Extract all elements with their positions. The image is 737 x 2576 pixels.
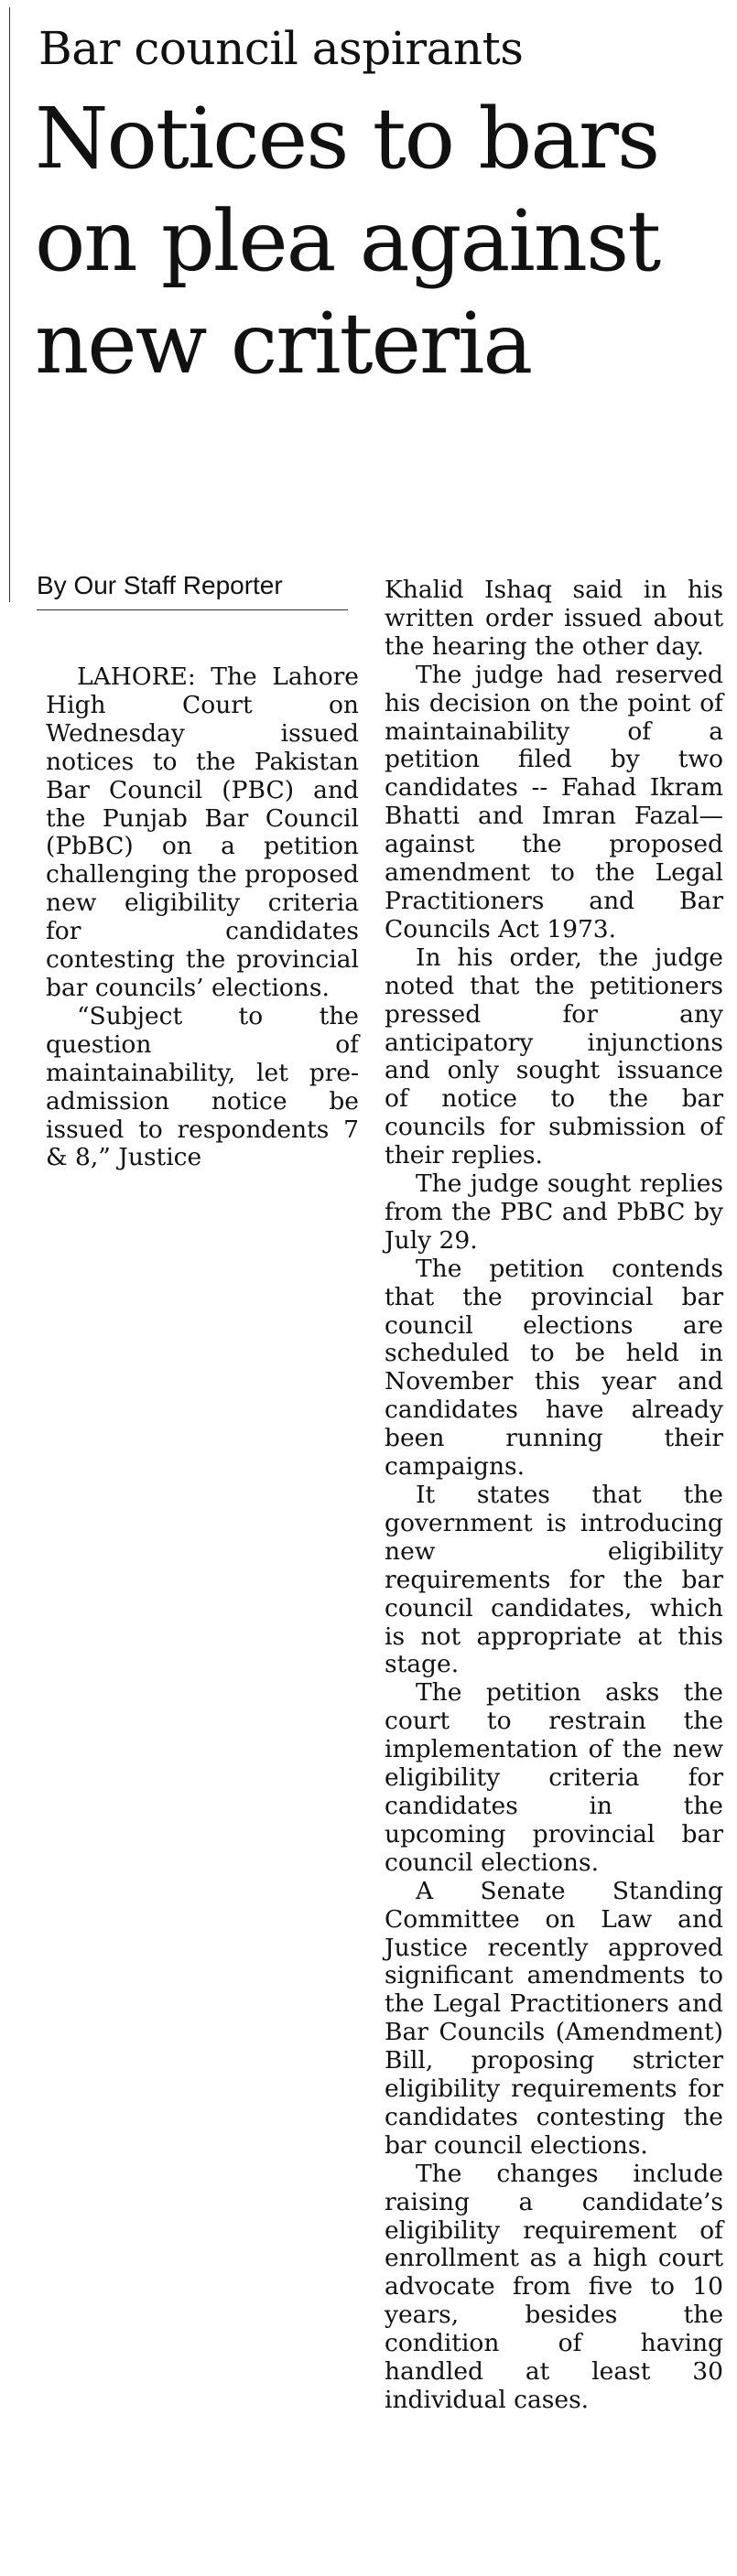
paragraph: In his order, the judge noted that the petitioners pressed for any anticipatory injunctions and only sought issuance of notice to the bar councils for submission of their replies. — [385, 943, 723, 1170]
paragraph: The petition contends that the provincial bar council elections are scheduled to be held in November this year and candidates have already been running their campaigns. — [385, 1254, 723, 1482]
paragraph: It states that the government is introducing new eligibility requirements for the bar council candidates, which is not appropriate at this stage. — [385, 1481, 723, 1679]
kicker: Bar council aspirants — [38, 22, 524, 75]
headline: Notices to bars on plea against new criteria — [35, 90, 660, 393]
article-column-1 — [46, 663, 359, 1172]
paragraph: “Subject to the question of maintainability, let pre-admission notice be issued to respondents 7 & 8,” Justice — [46, 1001, 359, 1172]
byline-rule — [37, 609, 348, 610]
left-column-rule — [9, 7, 10, 602]
byline: By Our Staff Reporter — [37, 571, 283, 599]
paragraph: The judge had reserved his decision on the point of maintainability of a petition filed by two candidates -- Fahad Ikram Bhatti and Imran Fazal— against the proposed amendment to the Legal Practitioners and Bar Councils Act 1973. — [385, 660, 723, 943]
paragraph: The judge sought replies from the PBC and PbBC by July 29. — [385, 1169, 723, 1255]
paragraph: The petition asks the court to restrain the implementation of the new eligibility criteria for candidates in the upcoming provincial bar council elections. — [385, 1678, 723, 1877]
paragraph: LAHORE: The Lahore High Court on Wednesday issued notices to the Pakistan Bar Council (PBC) and the Punjab Bar Council (PbBC) on a petition challenging the proposed new eligibility criteria for candidates contesting the provincial bar councils’ elections. — [46, 663, 359, 1002]
paragraph: A Senate Standing Committee on Law and Justice recently approved significant amendments to the Legal Practitioners and Bar Councils (Amendment) Bill, proposing stricter eligibility requirements for candidates contesting the bar council elections. — [385, 1876, 723, 2160]
paragraph: The changes include raising a candidate’s eligibility requirement of enrollment as a high court advocate from five to 10 years, besides the condition of having handled at least 30 individual cases. — [385, 2159, 723, 2414]
paragraph: Khalid Ishaq said in his written order issued about the hearing the other day. — [385, 576, 723, 661]
article-column-2 — [385, 577, 723, 2415]
